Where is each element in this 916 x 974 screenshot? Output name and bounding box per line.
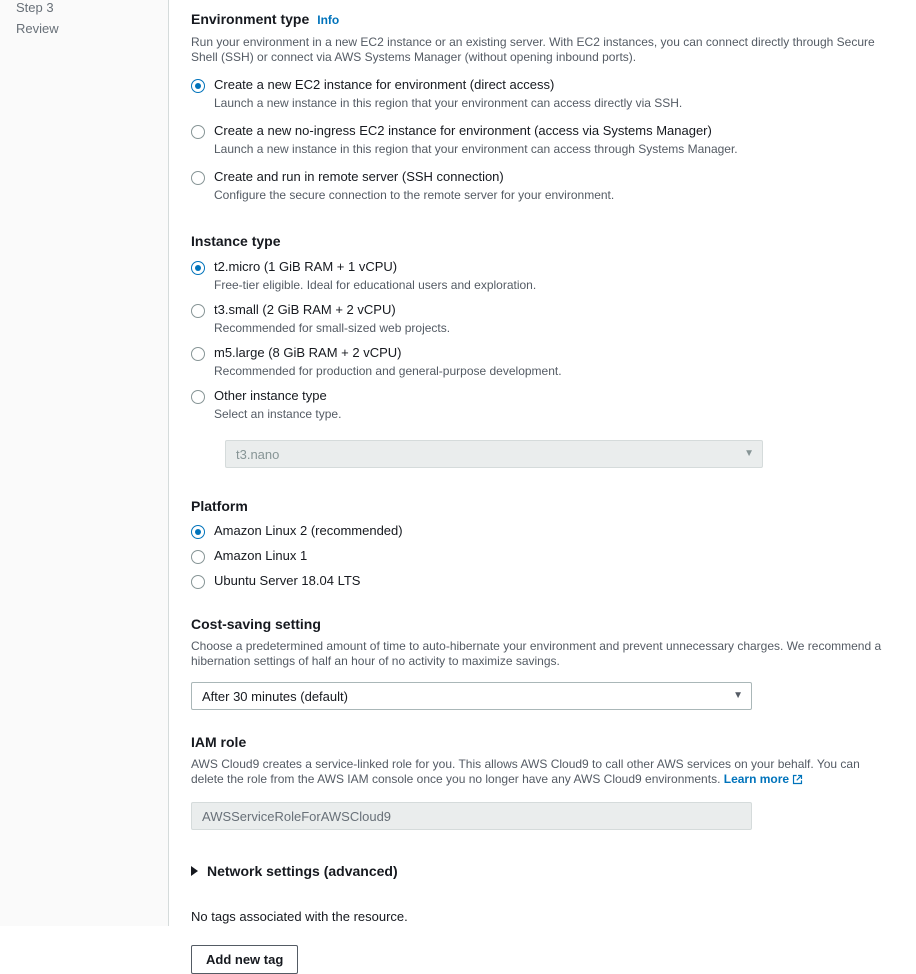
radio-label-other-instance-type: Other instance type [214,388,327,403]
radio-remote-server-ssh[interactable] [191,169,896,203]
radio-icon-new-ec2-direct[interactable] [191,79,205,93]
radio-ubuntu-server-1804[interactable] [191,573,896,589]
iam-role-description-text: AWS Cloud9 creates a service-linked role for you. This allows AWS Cloud9 to call other AWS services on your behalf. You can delete the role from the AWS IAM console once you no longer have any AWS Cloud9 environments. [191,757,860,786]
platform-title [191,497,896,515]
sidebar-step-review[interactable]: Review [16,21,59,36]
radio-other-instance-type[interactable] [191,388,896,422]
sidebar-step-number: Step 3 [16,0,54,15]
radio-label-new-ec2-direct: Create a new EC2 instance for environment (direct access) [214,77,555,92]
radio-label-t3-small: t3.small (2 GiB RAM + 2 vCPU) [214,302,396,317]
radio-sub-m5-large: Recommended for production and general-purpose development. [214,364,562,378]
environment-type-description: Run your environment in a new EC2 instance or an existing server. With EC2 instances, you can connect directly through Secure Shell (SSH) or connect via AWS Systems Manager (without opening inbound ports). [191,35,875,64]
cost-saving-select[interactable] [191,682,752,710]
platform-heading: Platform [191,498,248,514]
iam-role-learn-more-link[interactable]: Learn more [723,772,790,786]
radio-icon-m5-large[interactable] [191,347,205,361]
radio-label-ubuntu-server-1804: Ubuntu Server 18.04 LTS [214,573,361,588]
platform-section [191,497,896,589]
radio-t2-micro[interactable] [191,259,896,293]
environment-type-heading: Environment type [191,11,310,27]
caret-right-icon [191,866,198,876]
info-link[interactable]: Info [317,13,340,27]
instance-type-section [191,232,896,468]
add-new-tag-button[interactable]: Add new tag [191,945,298,974]
network-settings-toggle[interactable] [191,863,896,879]
cost-saving-select-value: After 30 minutes (default) [202,688,348,704]
radio-icon-remote-server-ssh[interactable] [191,171,205,185]
environment-type-section [191,0,896,203]
radio-label-no-ingress-ec2: Create a new no-ingress EC2 instance for environment (access via Systems Manager) [214,123,712,138]
radio-new-ec2-direct[interactable] [191,77,896,111]
iam-role-heading: IAM role [191,734,247,750]
radio-sub-t2-micro: Free-tier eligible. Ideal for educational users and exploration. [214,278,537,292]
radio-icon-no-ingress-ec2[interactable] [191,125,205,139]
wizard-sidebar [0,0,169,926]
chevron-down-icon: ▼ [744,448,754,459]
radio-icon-t3-small[interactable] [191,304,205,318]
iam-role-section [191,733,896,830]
iam-role-value: AWSServiceRoleForAWSCloud9 [202,808,392,824]
radio-icon-t2-micro[interactable] [191,261,205,275]
radio-label-amazon-linux-1: Amazon Linux 1 [214,548,308,563]
other-instance-type-select[interactable] [225,440,763,468]
radio-t3-small[interactable] [191,302,896,336]
radio-label-m5-large: m5.large (8 GiB RAM + 2 vCPU) [214,345,402,360]
tags-section [191,909,896,974]
cost-saving-description: Choose a predetermined amount of time to auto-hibernate your environment and prevent unnecessary charges. We recommend a hibernation settings of half an hour of no activity to maximize savings. [191,639,882,668]
instance-type-heading: Instance type [191,233,281,249]
radio-sub-t3-small: Recommended for small-sized web projects. [214,321,451,335]
chevron-down-icon: ▼ [733,690,743,701]
other-instance-type-select-value: t3.nano [236,446,280,462]
radio-icon-other-instance-type[interactable] [191,390,205,404]
network-settings-section [191,863,896,879]
iam-role-value-field [191,802,752,830]
radio-icon-amazon-linux-2[interactable] [191,525,205,539]
radio-amazon-linux-1[interactable] [191,548,896,564]
radio-icon-amazon-linux-1[interactable] [191,550,205,564]
instance-type-title [191,232,896,250]
cost-saving-title [191,615,896,633]
radio-m5-large[interactable] [191,345,896,379]
environment-type-title [191,10,896,29]
radio-no-ingress-ec2[interactable] [191,123,896,157]
radio-amazon-linux-2[interactable] [191,523,896,539]
configure-settings-form [169,0,916,967]
radio-sub-other-instance-type: Select an instance type. [214,407,342,421]
tags-empty-text: No tags associated with the resource. [191,909,408,924]
radio-sub-no-ingress-ec2: Launch a new instance in this region that your environment can access through Systems Manager. [214,142,738,156]
radio-sub-remote-server-ssh: Configure the secure connection to the remote server for your environment. [214,188,615,202]
radio-label-t2-micro: t2.micro (1 GiB RAM + 1 vCPU) [214,259,398,274]
iam-role-description [191,757,871,789]
cost-saving-heading: Cost-saving setting [191,616,321,632]
external-link-icon [792,774,803,789]
iam-role-title [191,733,896,751]
radio-label-remote-server-ssh: Create and run in remote server (SSH connection) [214,169,504,184]
radio-label-amazon-linux-2: Amazon Linux 2 (recommended) [214,523,403,538]
cost-saving-section [191,615,896,710]
network-settings-label: Network settings (advanced) [207,863,398,879]
radio-icon-ubuntu-server-1804[interactable] [191,575,205,589]
radio-sub-new-ec2-direct: Launch a new instance in this region that your environment can access directly via SSH. [214,96,683,110]
